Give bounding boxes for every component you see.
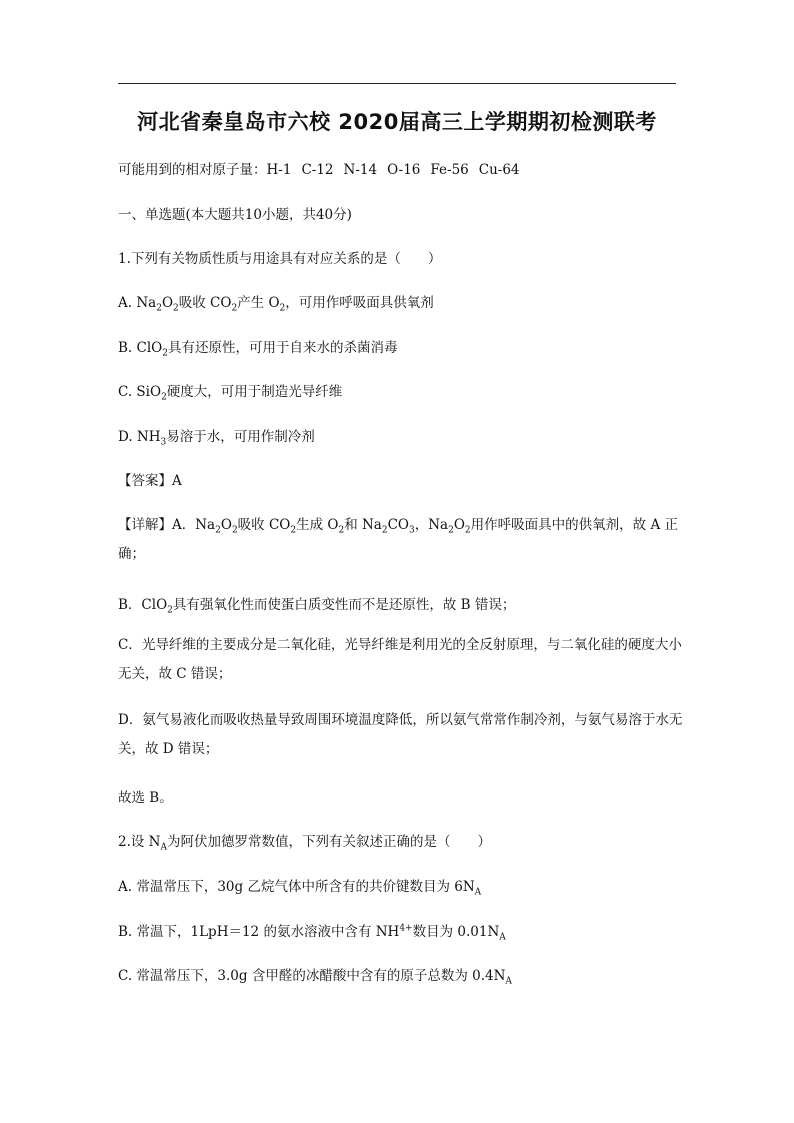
- subscript: 2: [290, 525, 297, 536]
- q2-option-b: [118, 922, 684, 942]
- text: ，Na: [414, 517, 449, 533]
- q1-conclusion: 故选 B。: [118, 790, 173, 806]
- text: C. 常温常压下，3.0g 含甲醛的冰醋酸中含有的原子总数为 0.4N: [118, 968, 506, 984]
- subscript: A: [499, 932, 506, 943]
- text: B. 常温下，1LpH＝12 的氨水溶液中含有 NH: [118, 924, 400, 940]
- header-rule: [118, 83, 676, 84]
- q2-option-c: [118, 966, 684, 986]
- subscript: 2: [173, 303, 179, 314]
- text: 【详解】A．Na: [118, 517, 216, 533]
- q1-option-b: [118, 338, 684, 358]
- q1-detail-a: [118, 511, 684, 569]
- q1-answer: 【答案】A: [118, 473, 182, 489]
- subscript: 2: [156, 303, 162, 314]
- q2-stem: [118, 832, 684, 852]
- subscript: 3: [409, 525, 415, 536]
- atomic-mass-item: H-1: [266, 162, 292, 178]
- text: 吸收 CO: [237, 517, 291, 533]
- text: CO: [387, 517, 409, 533]
- q1-detail-b: [118, 595, 684, 615]
- atomic-mass-label: 可能用到的相对原子量：: [118, 162, 267, 178]
- subscript: 2: [167, 605, 173, 616]
- atomic-mass-line: [118, 160, 684, 180]
- text: D. NH: [118, 429, 161, 445]
- text: 用作呼吸面具中的供氧剂，故 A 正确；: [118, 517, 678, 562]
- atomic-mass-item: N-14: [343, 162, 378, 178]
- superscript: 4+: [399, 923, 413, 934]
- text: 生成 O: [296, 517, 339, 533]
- text: 具有强氧化性而使蛋白质变性而不是还原性，故 B 错误；: [172, 597, 516, 613]
- text: 具有还原性，可用于自来水的杀菌消毒: [167, 340, 398, 356]
- text: 吸收 CO: [178, 295, 232, 311]
- q1-detail-d: D．氨气易液化而吸收热量导致周围环境温度降低，所以氨气常常作制冷剂，与氨气易溶于水无关，故 D 错误；: [118, 712, 683, 757]
- q1-option-c: [118, 382, 684, 402]
- text: O: [161, 295, 174, 311]
- text: B．ClO: [118, 597, 168, 613]
- text: 为阿伏加德罗常数值，下列有关叙述正确的是（ ）: [166, 834, 491, 850]
- q1-detail-c: C．光导纤维的主要成分是二氧化硅，光导纤维是利用光的全反射原理，与二氧化硅的硬度大小无关，故 C 错误；: [118, 637, 682, 682]
- atomic-mass-item: O-16: [387, 162, 421, 178]
- text: A. Na: [118, 295, 157, 311]
- subscript: 2: [215, 525, 221, 536]
- text: B. ClO: [118, 340, 163, 356]
- subscript: 2: [231, 303, 238, 314]
- text: ，可用作呼吸面具供氧剂: [285, 295, 434, 311]
- atomic-mass-item: Fe-56: [430, 162, 469, 178]
- text: 和 Na: [344, 517, 382, 533]
- text: 易溶于水，可用作制冷剂: [166, 429, 315, 445]
- subscript: 2: [161, 392, 167, 403]
- subscript: 3: [160, 437, 167, 448]
- subscript: 2: [162, 348, 168, 359]
- atomic-mass-item: C-12: [301, 162, 334, 178]
- section-heading: 一、单选题(本大题共10小题，共40分): [118, 207, 352, 223]
- q2-option-a: [118, 877, 684, 897]
- text: O: [220, 517, 232, 533]
- text: 硬度大，可用于制造光导纤维: [166, 384, 343, 400]
- subscript: A: [160, 842, 167, 853]
- text: C. SiO: [118, 384, 162, 400]
- text: 2.设 N: [118, 834, 161, 850]
- q1-option-d: [118, 427, 684, 447]
- atomic-mass-item: Cu-64: [478, 162, 520, 178]
- subscript: 2: [464, 525, 471, 536]
- text: 数目为 0.01N: [412, 924, 500, 940]
- q1-stem: 1.下列有关物质性质与用途具有对应关系的是（ ）: [118, 251, 442, 267]
- text: A. 常温常压下，30g 乙烷气体中所含有的共价键数目为 6N: [118, 879, 475, 895]
- subscript: 2: [381, 525, 388, 536]
- text: O: [453, 517, 465, 533]
- subscript: 2: [231, 525, 238, 536]
- subscript: 2: [448, 525, 454, 536]
- q1-option-a: [118, 293, 684, 313]
- subscript: A: [474, 887, 482, 898]
- subscript: 2: [279, 303, 286, 314]
- subscript: 2: [338, 525, 345, 536]
- text: 产生 O: [237, 295, 280, 311]
- page-title: 河北省秦皇岛市六校 2020届高三上学期期初检测联考: [137, 110, 657, 134]
- subscript: A: [505, 976, 512, 987]
